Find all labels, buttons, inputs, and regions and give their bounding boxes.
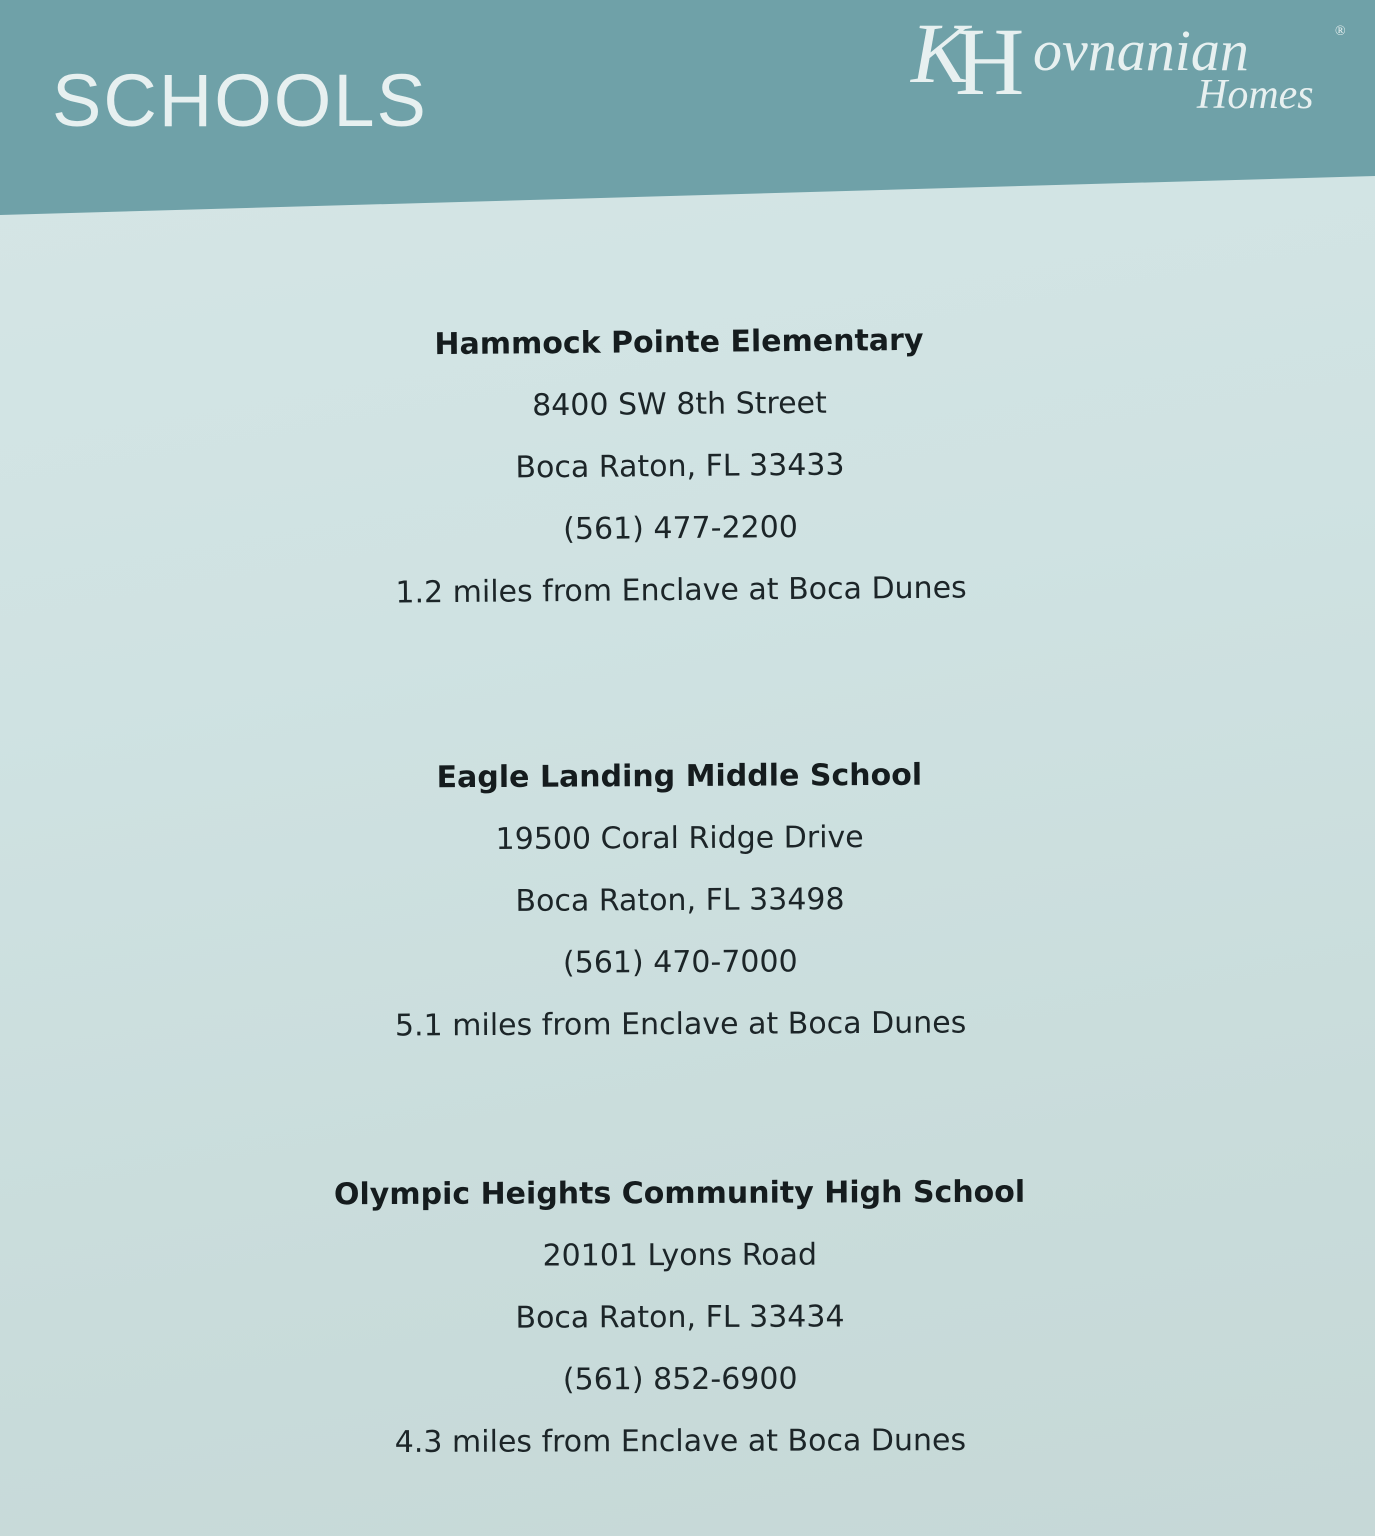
school-distance: 4.3 miles from Enclave at Boca Dunes (394, 1423, 967, 1460)
logo-wordmark: ovnanian (1033, 18, 1249, 83)
school-distance: 5.1 miles from Enclave at Boca Dunes (394, 1005, 967, 1044)
school-entry (299, 309, 1062, 626)
school-city: Boca Raton, FL 33498 (515, 882, 845, 919)
registered-mark: ® (1335, 24, 1346, 39)
logo-letter-k: K (911, 5, 969, 101)
logo-letter-h: H (955, 8, 1025, 115)
school-street: 19500 Coral Ridge Drive (495, 820, 864, 857)
school-street: 8400 SW 8th Street (531, 385, 827, 424)
page-title: SCHOOLS (52, 59, 428, 142)
school-city: Boca Raton, FL 33434 (515, 1299, 845, 1336)
school-phone: (561) 470-7000 (562, 944, 798, 981)
logo-subtitle: Homes (1197, 72, 1314, 118)
school-phone: (561) 477-2200 (563, 509, 798, 548)
school-distance: 1.2 miles from Enclave at Boca Dunes (395, 570, 967, 611)
school-street: 20101 Lyons Road (542, 1237, 818, 1274)
school-name: Hammock Pointe Elementary (434, 322, 924, 363)
school-phone: (561) 852-6900 (562, 1361, 798, 1398)
school-entry (299, 1162, 1060, 1475)
school-entry (299, 744, 1061, 1058)
khovnanian-logo (905, 5, 1355, 118)
school-name: Olympic Heights Community High School (333, 1174, 1026, 1213)
school-name: Eagle Landing Middle School (436, 757, 923, 796)
school-city: Boca Raton, FL 33433 (515, 447, 845, 486)
